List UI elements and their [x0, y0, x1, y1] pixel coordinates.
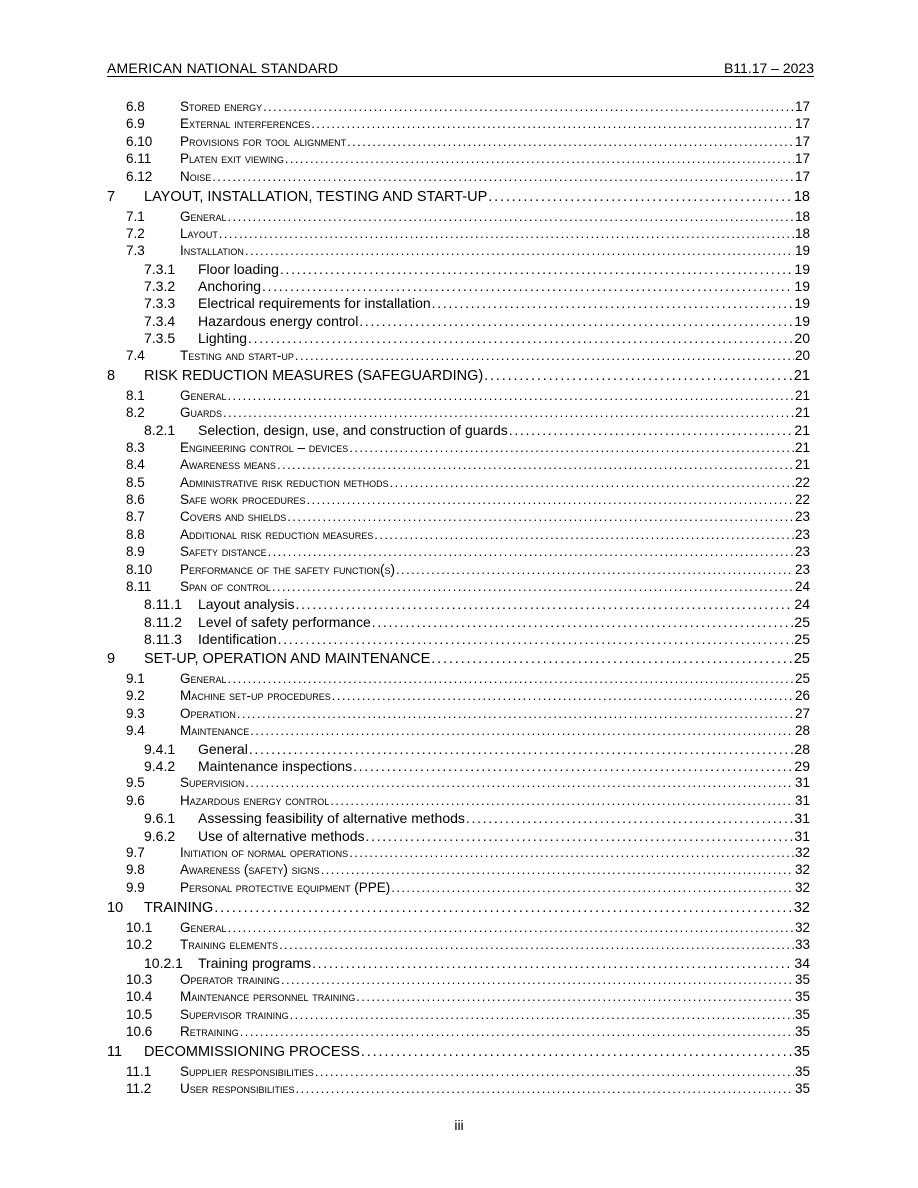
toc-entry-title[interactable]: Installation — [180, 243, 244, 259]
toc-entry[interactable] — [107, 989, 810, 1006]
dot-leader — [307, 492, 794, 507]
toc-entry[interactable] — [107, 1007, 810, 1024]
toc-entry-number: 10.1 — [126, 919, 153, 935]
toc-entry-page: 25 — [794, 631, 810, 648]
dot-leader — [332, 688, 794, 703]
dot-leader — [359, 313, 793, 329]
toc-entry-page: 31 — [794, 827, 810, 844]
toc-entry-title[interactable]: Testing and start-up — [180, 347, 294, 363]
toc-entry-page: 19 — [794, 312, 810, 329]
toc-entry[interactable] — [107, 972, 810, 989]
toc-entry[interactable] — [107, 226, 810, 243]
toc-entry-title[interactable]: User responsibilities — [180, 1081, 295, 1097]
dot-leader — [240, 1024, 794, 1039]
toc-entry-page: 20 — [794, 347, 810, 363]
toc-entry[interactable] — [107, 651, 810, 668]
toc-entry-page: 20 — [794, 330, 810, 347]
dot-leader — [228, 209, 794, 224]
toc-entry-page: 32 — [794, 879, 810, 895]
toc-entry-page: 23 — [794, 561, 810, 577]
toc-entry-number: 8.11.2 — [144, 613, 182, 630]
toc-entry-title[interactable]: Maintenance inspections — [198, 758, 353, 775]
toc-entry-page: 28 — [794, 723, 810, 739]
dot-leader — [277, 457, 794, 472]
toc-entry-title[interactable]: Operation — [180, 705, 236, 721]
toc-entry[interactable] — [107, 741, 810, 758]
toc-entry[interactable] — [107, 405, 810, 422]
dot-leader — [432, 295, 794, 311]
toc-entry[interactable] — [107, 278, 810, 295]
toc-entry-page: 17 — [794, 151, 810, 167]
toc-entry-number: 11.2 — [126, 1081, 152, 1097]
toc-entry-title[interactable]: Lighting — [198, 330, 248, 347]
toc-entry[interactable] — [107, 775, 810, 792]
toc-entry-title[interactable]: General — [180, 387, 227, 403]
toc-entry-number: 8.1 — [126, 387, 145, 403]
toc-entry-page: 35 — [794, 989, 810, 1005]
toc-entry-number: 8.5 — [126, 474, 145, 490]
toc-entry-page: 18 — [794, 225, 810, 241]
dot-leader — [219, 226, 794, 241]
dot-leader — [330, 793, 794, 808]
toc-entry-title[interactable]: TRAINING — [144, 899, 214, 916]
toc-entry-title[interactable]: Identification — [198, 631, 277, 648]
toc-entry-title[interactable]: LAYOUT, INSTALLATION, TESTING AND START-UP — [144, 188, 488, 205]
toc-entry-number: 9.4.2 — [144, 758, 176, 775]
dot-leader — [228, 388, 794, 403]
toc-entry-page: 35 — [793, 1044, 810, 1061]
toc-entry-number: 6.12 — [126, 168, 153, 184]
toc-entry[interactable] — [107, 475, 810, 492]
header-standard-name: AMERICAN NATIONAL STANDARD — [107, 60, 339, 76]
toc-entry-title[interactable]: Maintenance — [180, 723, 250, 739]
dot-leader — [311, 116, 794, 131]
toc-entry[interactable] — [107, 688, 810, 705]
toc-entry-number: 7.3.5 — [144, 330, 176, 347]
toc-entry[interactable] — [107, 544, 810, 561]
toc-entry-page: 22 — [794, 474, 810, 490]
toc-entry[interactable] — [107, 348, 810, 365]
toc-entry[interactable] — [107, 509, 810, 526]
toc-entry-page: 22 — [794, 491, 810, 507]
toc-entry-number: 10.2.1 — [144, 954, 183, 971]
toc-entry[interactable] — [107, 99, 810, 116]
toc-entry-number: 8.4 — [126, 457, 145, 473]
toc-entry-title[interactable]: Electrical requirements for installation — [198, 295, 431, 312]
toc-entry[interactable] — [107, 457, 810, 474]
toc-entry-number: 8.2.1 — [144, 422, 176, 439]
toc-entry-title[interactable]: Training programs — [198, 954, 312, 971]
toc-entry-title[interactable]: Performance of the safety function(s) — [180, 561, 396, 577]
toc-entry-title[interactable]: Guards — [180, 405, 223, 421]
dot-leader — [296, 596, 794, 612]
dot-leader — [279, 937, 794, 952]
toc-entry[interactable] — [107, 116, 810, 133]
toc-entry[interactable] — [107, 422, 810, 439]
toc-entry-title[interactable]: Maintenance personnel training — [180, 989, 356, 1005]
dot-leader — [245, 775, 794, 790]
toc-entry[interactable] — [107, 579, 810, 596]
toc-entry-page: 31 — [794, 775, 810, 791]
toc-entry-page: 17 — [794, 99, 810, 114]
toc-entry[interactable] — [107, 880, 810, 897]
toc-entry-number: 8.7 — [126, 509, 145, 525]
toc-entry[interactable] — [107, 596, 810, 613]
toc-entry-number: 8.2 — [126, 405, 145, 421]
toc-entry-page: 19 — [794, 295, 810, 312]
toc-entry-title[interactable]: Awareness means — [180, 457, 276, 473]
toc-entry-number: 7.3.4 — [144, 312, 176, 329]
dot-leader — [245, 243, 794, 258]
toc-entry-page: 32 — [793, 899, 810, 916]
toc-entry-number: 9.6.1 — [144, 810, 176, 827]
toc-entry-page: 35 — [794, 1064, 810, 1080]
dot-leader — [484, 368, 793, 384]
toc-entry-title[interactable]: Operator training — [180, 971, 280, 987]
dot-leader — [248, 330, 793, 346]
toc-entry-page: 27 — [794, 705, 810, 721]
toc-entry-number: 7.3.2 — [144, 278, 176, 295]
toc-entry-title[interactable]: DECOMMISSIONING PROCESS — [144, 1044, 360, 1061]
dot-leader — [347, 134, 794, 149]
dot-leader — [361, 1044, 793, 1060]
toc-entry[interactable] — [107, 631, 810, 648]
dot-leader — [321, 862, 794, 877]
toc-entry[interactable] — [107, 793, 810, 810]
toc-entry-number: 6.11 — [126, 151, 152, 167]
toc-entry-number: 8.10 — [126, 561, 153, 577]
dot-leader — [285, 151, 794, 166]
toc-entry-title[interactable]: Noise — [180, 168, 212, 184]
dot-leader — [237, 706, 794, 721]
toc-entry-number: 9.6.2 — [144, 827, 176, 844]
toc-entry[interactable] — [107, 1044, 810, 1061]
toc-entry[interactable] — [107, 828, 810, 845]
toc-entry[interactable] — [107, 671, 810, 688]
dot-leader — [212, 169, 794, 184]
toc-entry-number: 11.1 — [126, 1064, 152, 1080]
toc-entry-number: 10.2 — [126, 937, 153, 953]
toc-entry-number: 9.9 — [126, 879, 145, 895]
toc-entry-page: 31 — [794, 792, 810, 808]
dot-leader — [250, 723, 794, 738]
toc-entry-number: 10.6 — [126, 1024, 153, 1040]
toc-entry-number: 9.4 — [126, 723, 145, 739]
dot-leader — [278, 631, 794, 647]
toc-entry-number: 8.3 — [126, 439, 145, 455]
toc-entry[interactable] — [107, 845, 810, 862]
page-number: iii — [454, 1117, 464, 1133]
toc-entry-title[interactable]: Layout analysis — [198, 596, 295, 613]
toc-entry[interactable] — [107, 920, 810, 937]
dot-leader — [228, 920, 794, 935]
toc-entry-number: 9.3 — [126, 705, 145, 721]
toc-entry-number: 9.7 — [126, 844, 145, 860]
toc-entry-title[interactable]: Safety distance — [180, 544, 267, 560]
toc-entry-page: 26 — [794, 688, 810, 704]
toc-entry[interactable] — [107, 862, 810, 879]
toc-entry[interactable] — [107, 1024, 810, 1041]
toc-entry-number: 7.1 — [126, 208, 145, 224]
toc-entry[interactable] — [107, 562, 810, 579]
dot-leader — [509, 422, 794, 438]
toc-entry-title[interactable]: Anchoring — [198, 278, 262, 295]
dot-leader — [262, 278, 793, 294]
toc-entry-page: 23 — [794, 526, 810, 542]
toc-entry-title[interactable]: Training elements — [180, 937, 279, 953]
toc-entry[interactable] — [107, 527, 810, 544]
toc-entry-page: 31 — [794, 810, 810, 827]
dot-leader — [214, 900, 793, 916]
toc-entry-number: 10.3 — [126, 971, 153, 987]
dot-leader — [315, 1064, 794, 1079]
toc-entry-number: 10.4 — [126, 989, 153, 1005]
toc-entry[interactable] — [107, 388, 810, 405]
toc-entry-number: 9.5 — [126, 775, 145, 791]
toc-entry-page: 25 — [794, 613, 810, 630]
dot-leader — [296, 1081, 794, 1096]
dot-leader — [349, 845, 794, 860]
table-of-contents — [107, 99, 810, 1099]
toc-entry-title[interactable]: Provisions for tool alignment — [180, 133, 347, 149]
toc-entry-page: 34 — [794, 954, 810, 971]
toc-entry[interactable] — [107, 261, 810, 278]
toc-entry-page: 32 — [794, 862, 810, 878]
toc-entry-page: 17 — [794, 116, 810, 132]
toc-entry[interactable] — [107, 189, 810, 206]
toc-entry-number: 8.8 — [126, 526, 145, 542]
toc-entry-title[interactable]: Machine set-up procedures — [180, 688, 331, 704]
toc-entry-title[interactable]: Floor loading — [198, 260, 279, 277]
toc-entry-page: 17 — [794, 133, 810, 149]
toc-entry[interactable] — [107, 1064, 810, 1081]
header-standard-number: B11.17 – 2023 — [723, 60, 814, 76]
toc-entry-page: 32 — [794, 919, 810, 935]
toc-entry-page: 29 — [794, 758, 810, 775]
dot-leader — [228, 671, 794, 686]
toc-entry-title[interactable]: General — [180, 919, 227, 935]
toc-entry-title[interactable]: General — [180, 671, 227, 687]
toc-entry-number: 9.6 — [126, 792, 145, 808]
dot-leader — [372, 614, 794, 630]
toc-entry-title[interactable]: Supervision — [180, 775, 245, 791]
toc-entry-page: 35 — [794, 1006, 810, 1022]
toc-entry-number: 6.8 — [126, 99, 145, 114]
toc-entry-number: 7.3 — [126, 243, 145, 259]
toc-entry-number: 10 — [107, 899, 124, 916]
toc-entry-title[interactable]: General — [180, 208, 227, 224]
dot-leader — [488, 189, 793, 205]
toc-entry-number: 9.2 — [126, 688, 145, 704]
toc-entry-title[interactable]: Hazardous energy control — [198, 312, 359, 329]
toc-entry-page: 35 — [794, 971, 810, 987]
toc-entry-page: 25 — [793, 651, 810, 668]
toc-entry-page: 21 — [794, 422, 810, 439]
toc-entry-page: 25 — [794, 671, 810, 687]
toc-entry[interactable] — [107, 1081, 810, 1098]
toc-entry-page: 24 — [794, 578, 810, 594]
toc-entry[interactable] — [107, 900, 810, 917]
toc-entry-number: 9.1 — [126, 671, 145, 687]
toc-entry-title[interactable]: Personal protective equipment (PPE) — [180, 879, 391, 895]
toc-entry[interactable] — [107, 313, 810, 330]
toc-entry-page: 21 — [794, 387, 810, 403]
toc-entry-number: 9.8 — [126, 862, 145, 878]
dot-leader — [356, 989, 794, 1004]
dot-leader — [396, 562, 794, 577]
toc-entry-number: 8.11.1 — [144, 596, 182, 613]
running-header — [107, 59, 814, 77]
toc-entry-number: 7.4 — [126, 347, 145, 363]
dot-leader — [268, 544, 794, 559]
toc-entry-title[interactable]: Assessing feasibility of alternative methods — [198, 810, 465, 827]
toc-entry-number: 8.11 — [126, 578, 152, 594]
toc-entry-number: 8.9 — [126, 544, 145, 560]
toc-entry-page: 18 — [793, 188, 810, 205]
toc-entry[interactable] — [107, 706, 810, 723]
toc-entry-page: 28 — [794, 740, 810, 757]
toc-entry-title[interactable]: Level of safety performance — [198, 613, 371, 630]
toc-entry-title[interactable]: Platen exit viewing — [180, 151, 284, 167]
toc-entry-page: 21 — [793, 367, 810, 384]
toc-entry-page: 21 — [794, 457, 810, 473]
toc-entry[interactable] — [107, 330, 810, 347]
toc-entry-title[interactable]: Administrative risk reduction methods — [180, 474, 389, 490]
toc-entry[interactable] — [107, 243, 810, 260]
toc-entry-number: 8.11.3 — [144, 631, 182, 648]
toc-entry-page: 35 — [794, 1024, 810, 1040]
toc-entry-title[interactable]: Supplier responsibilities — [180, 1064, 314, 1080]
toc-entry-number: 8 — [107, 367, 116, 384]
toc-entry-title[interactable]: Selection, design, use, and construction of guards — [198, 422, 508, 439]
toc-entry-page: 17 — [794, 168, 810, 184]
toc-entry-title[interactable]: Covers and shields — [180, 509, 287, 525]
toc-entry-title[interactable]: General — [198, 740, 248, 757]
dot-leader — [466, 810, 794, 826]
dot-leader — [349, 440, 794, 455]
toc-entry-page: 19 — [794, 260, 810, 277]
toc-entry-title[interactable]: RISK REDUCTION MEASURES (SAFEGUARDING) — [144, 367, 484, 384]
toc-entry-page: 19 — [794, 278, 810, 295]
toc-entry-title[interactable]: Supervisor training — [180, 1006, 289, 1022]
toc-entry-title[interactable]: Hazardous energy control — [180, 792, 330, 808]
toc-entry-number: 10.5 — [126, 1006, 153, 1022]
toc-entry-number: 7 — [107, 188, 116, 205]
dot-leader — [290, 1007, 794, 1022]
toc-entry-number: 6.9 — [126, 116, 145, 132]
toc-entry-title[interactable]: Layout — [180, 225, 218, 241]
toc-entry-page: 23 — [794, 509, 810, 525]
toc-entry[interactable] — [107, 723, 810, 740]
dot-leader — [391, 880, 794, 895]
dot-leader — [281, 972, 794, 987]
toc-entry-page: 33 — [794, 937, 810, 953]
dot-leader — [353, 758, 793, 774]
toc-entry-page: 19 — [794, 243, 810, 259]
toc-entry-title[interactable]: Use of alternative methods — [198, 827, 365, 844]
dot-leader — [272, 579, 794, 594]
dot-leader — [312, 955, 793, 971]
toc-entry[interactable] — [107, 492, 810, 509]
toc-entry[interactable] — [107, 368, 810, 385]
toc-entry-title[interactable]: External interferences — [180, 116, 311, 132]
toc-entry-number: 7.3.1 — [144, 260, 176, 277]
toc-entry[interactable] — [107, 937, 810, 954]
toc-entry-page: 21 — [794, 439, 810, 455]
dot-leader — [280, 261, 793, 277]
dot-leader — [366, 828, 794, 844]
toc-entry-title[interactable]: Additional risk reduction measures — [180, 526, 374, 542]
toc-entry[interactable] — [107, 209, 810, 226]
dot-leader — [287, 509, 794, 524]
toc-entry-page: 23 — [794, 544, 810, 560]
toc-entry[interactable] — [107, 169, 810, 186]
toc-entry[interactable] — [107, 295, 810, 312]
toc-entry-title[interactable]: Engineering control – devices — [180, 439, 349, 455]
toc-entry-number: 9.4.1 — [144, 740, 176, 757]
dot-leader — [223, 405, 794, 420]
toc-entry[interactable] — [107, 758, 810, 775]
toc-entry[interactable] — [107, 955, 810, 972]
dot-leader — [374, 527, 794, 542]
toc-entry-number: 7.3.3 — [144, 295, 176, 312]
toc-entry-page: 24 — [794, 596, 810, 613]
dot-leader — [431, 651, 793, 667]
dot-leader — [295, 348, 794, 363]
toc-entry-title[interactable]: Retraining — [180, 1024, 239, 1040]
toc-entry[interactable] — [107, 440, 810, 457]
toc-entry[interactable] — [107, 134, 810, 151]
toc-entry-title[interactable]: Stored energy — [180, 99, 263, 114]
toc-entry-number: 8.6 — [126, 491, 145, 507]
toc-entry-title[interactable]: Initiation of normal operations — [180, 844, 349, 860]
toc-entry[interactable] — [107, 151, 810, 168]
toc-entry-number: 7.2 — [126, 225, 145, 241]
dot-leader — [390, 475, 794, 490]
toc-entry-page: 21 — [794, 405, 810, 421]
toc-entry-page: 35 — [794, 1081, 810, 1097]
toc-entry[interactable] — [107, 810, 810, 827]
toc-entry-page: 32 — [794, 844, 810, 860]
toc-entry-number: 11 — [107, 1044, 123, 1061]
toc-entry-page: 18 — [794, 208, 810, 224]
toc-entry-title[interactable]: Safe work procedures — [180, 491, 306, 507]
dot-leader — [249, 741, 794, 757]
toc-entry-number: 6.10 — [126, 133, 153, 149]
toc-entry-number: 9 — [107, 651, 116, 668]
toc-entry[interactable] — [107, 614, 810, 631]
toc-entry-title[interactable]: Span of control — [180, 578, 271, 594]
toc-entry-title[interactable]: Awareness (safety) signs — [180, 862, 320, 878]
dot-leader — [263, 99, 794, 114]
toc-entry-title[interactable]: SET-UP, OPERATION AND MAINTENANCE — [144, 651, 431, 668]
